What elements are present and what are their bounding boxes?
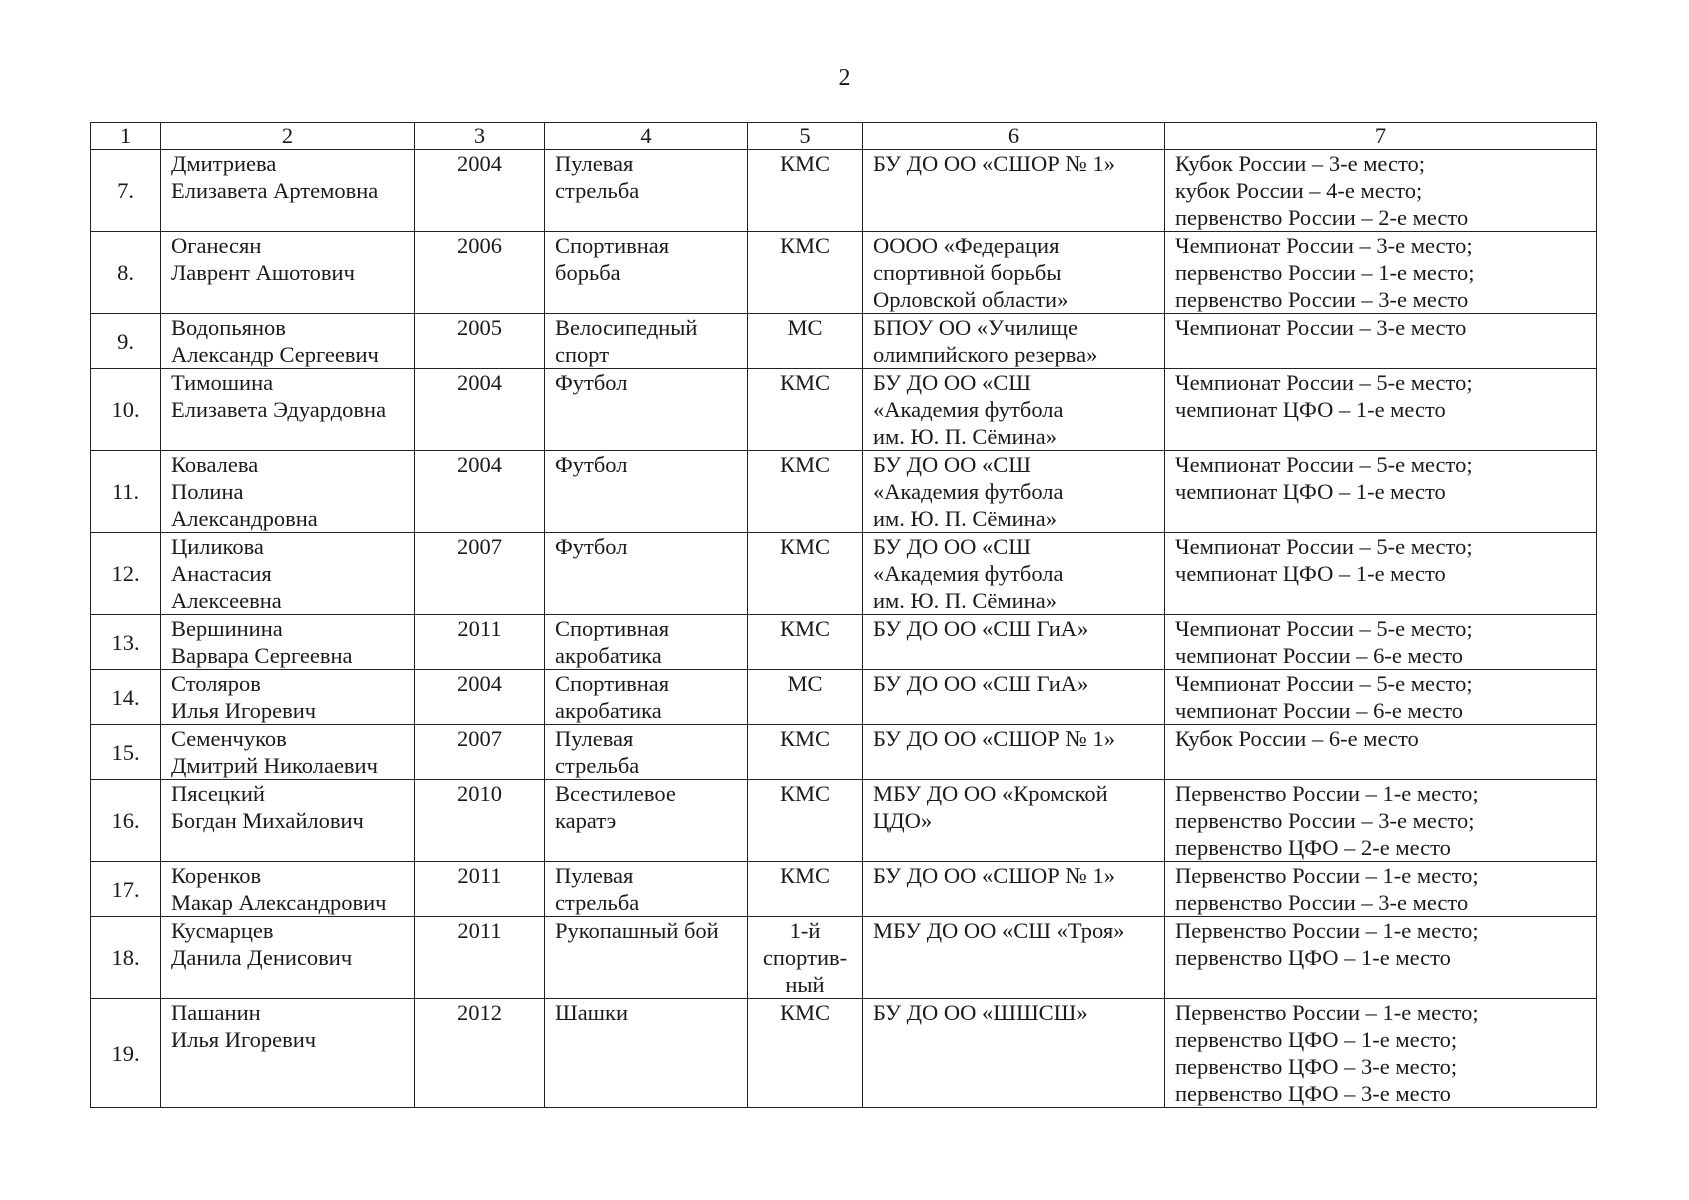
competition-results-line: первенство ЦФО – 2-е место [1175, 835, 1451, 860]
athlete-name-line: Елизавета Эдуардовна [171, 397, 387, 422]
athlete-name-cell [161, 369, 415, 451]
sport-discipline-line: стрельба [555, 753, 640, 778]
organization-cell [863, 999, 1165, 1108]
athlete-name-line: Алексеевна [171, 588, 282, 613]
organization-cell [863, 314, 1165, 369]
sport-rank-line: КМС [779, 1000, 831, 1025]
table-row [91, 150, 1597, 232]
birth-year-cell: 2005 [415, 314, 545, 369]
row-number-cell: 10. [91, 369, 161, 451]
organization-cell [863, 725, 1165, 780]
athlete-name-line: Водопьянов [171, 315, 286, 340]
organization-cell [863, 533, 1165, 615]
table-row [91, 533, 1597, 615]
column-header-5: 5 [748, 123, 863, 150]
competition-results-cell [1165, 725, 1597, 780]
row-number-cell: 8. [91, 232, 161, 314]
sport-discipline-line: Велосипедный [555, 315, 698, 340]
athlete-name-cell [161, 780, 415, 862]
sport-discipline-cell [545, 862, 748, 917]
table-row [91, 314, 1597, 369]
competition-results-line: Чемпионат России – 3-е место [1175, 315, 1467, 340]
organization-line: БУ ДО ОО «СШОР № 1» [873, 863, 1115, 888]
organization-line: спортивной борьбы [873, 260, 1062, 285]
table-row [91, 917, 1597, 999]
row-number-cell: 7. [91, 150, 161, 232]
row-number-cell: 13. [91, 615, 161, 670]
athlete-name-cell [161, 232, 415, 314]
row-number-cell: 12. [91, 533, 161, 615]
competition-results-cell [1165, 862, 1597, 917]
birth-year-cell: 2011 [415, 862, 545, 917]
athlete-name-cell [161, 725, 415, 780]
sport-discipline-cell [545, 150, 748, 232]
competition-results-line: первенство России – 3-е место [1175, 287, 1469, 312]
sport-rank-cell [748, 670, 863, 725]
competition-results-line: Чемпионат России – 5-е место; [1175, 671, 1473, 696]
athlete-name-line: Тимошина [171, 370, 274, 395]
competition-results-line: Чемпионат России – 5-е место; [1175, 452, 1473, 477]
organization-line: МБУ ДО ОО «СШ «Троя» [873, 918, 1125, 943]
sport-rank-cell [748, 451, 863, 533]
sport-rank-cell [748, 862, 863, 917]
sport-discipline-line: стрельба [555, 178, 640, 203]
competition-results-line: первенство ЦФО – 3-е место [1175, 1081, 1451, 1106]
competition-results-cell [1165, 615, 1597, 670]
sport-rank-line: 1-й [789, 918, 821, 943]
organization-line: олимпийского резерва» [873, 342, 1098, 367]
sport-rank-cell [748, 780, 863, 862]
table-row [91, 670, 1597, 725]
athlete-name-line: Кусмарцев [171, 918, 274, 943]
sport-discipline-line: Футбол [555, 452, 628, 477]
sport-discipline-line: Пулевая [555, 151, 634, 176]
competition-results-line: первенство России – 2-е место [1175, 205, 1469, 230]
organization-line: «Академия футбола [873, 397, 1064, 422]
sport-discipline-cell [545, 314, 748, 369]
competition-results-line: чемпионат ЦФО – 1-е место [1175, 561, 1446, 586]
athlete-name-line: Столяров [171, 671, 261, 696]
competition-results-line: Кубок России – 6-е место [1175, 726, 1419, 751]
organization-line: ЦДО» [873, 808, 933, 833]
organization-cell [863, 232, 1165, 314]
sport-rank-line: КМС [779, 370, 831, 395]
competition-results-line: Первенство России – 1-е место; [1175, 918, 1479, 943]
athletes-table [90, 122, 1597, 1108]
sport-discipline-line: Футбол [555, 370, 628, 395]
athlete-name-cell [161, 533, 415, 615]
sport-rank-cell [748, 533, 863, 615]
competition-results-line: Первенство России – 1-е место; [1175, 781, 1479, 806]
organization-line: им. Ю. П. Сёмина» [873, 506, 1057, 531]
organization-cell [863, 369, 1165, 451]
table-row [91, 232, 1597, 314]
athlete-name-cell [161, 150, 415, 232]
competition-results-line: Чемпионат России – 3-е место; [1175, 233, 1473, 258]
row-number-cell: 15. [91, 725, 161, 780]
sport-rank-line: КМС [779, 616, 831, 641]
sport-discipline-line: спорт [555, 342, 610, 367]
sport-rank-cell [748, 150, 863, 232]
competition-results-line: Чемпионат России – 5-е место; [1175, 616, 1473, 641]
sport-rank-line: МС [787, 671, 823, 696]
birth-year-cell: 2011 [415, 917, 545, 999]
birth-year-cell: 2007 [415, 725, 545, 780]
competition-results-line: первенство ЦФО – 1-е место; [1175, 1027, 1458, 1052]
competition-results-cell [1165, 369, 1597, 451]
athlete-name-line: Илья Игоревич [171, 698, 317, 723]
table-row [91, 725, 1597, 780]
organization-line: им. Ю. П. Сёмина» [873, 424, 1057, 449]
athlete-name-cell [161, 999, 415, 1108]
organization-line: БУ ДО ОО «СШ [873, 534, 1031, 559]
organization-line: БУ ДО ОО «СШ [873, 452, 1031, 477]
organization-cell [863, 670, 1165, 725]
header-row [91, 123, 1597, 150]
sport-rank-cell [748, 999, 863, 1108]
competition-results-line: чемпионат России – 6-е место [1175, 698, 1464, 723]
athlete-name-line: Александр Сергеевич [171, 342, 379, 367]
column-header-2: 2 [161, 123, 415, 150]
competition-results-cell [1165, 670, 1597, 725]
athlete-name-line: Циликова [171, 534, 264, 559]
athlete-name-line: Пашанин [171, 1000, 261, 1025]
athlete-name-line: Ковалева [171, 452, 259, 477]
organization-cell [863, 451, 1165, 533]
sport-discipline-cell [545, 533, 748, 615]
column-header-3: 3 [415, 123, 545, 150]
sport-rank-line: КМС [779, 863, 831, 888]
organization-cell [863, 615, 1165, 670]
organization-line: БУ ДО ОО «СШОР № 1» [873, 151, 1115, 176]
competition-results-cell [1165, 314, 1597, 369]
sport-rank-line: КМС [779, 726, 831, 751]
organization-cell [863, 862, 1165, 917]
competition-results-cell [1165, 150, 1597, 232]
row-number-cell: 19. [91, 999, 161, 1108]
sport-discipline-line: борьба [555, 260, 621, 285]
competition-results-cell [1165, 451, 1597, 533]
sport-discipline-cell [545, 780, 748, 862]
athlete-name-line: Лаврент Ашотович [171, 260, 355, 285]
birth-year-cell: 2010 [415, 780, 545, 862]
sport-discipline-line: акробатика [555, 643, 662, 668]
athlete-name-line: Полина [171, 479, 244, 504]
page-number: 2 [838, 65, 851, 91]
organization-cell [863, 150, 1165, 232]
sport-rank-line: МС [787, 315, 823, 340]
sport-discipline-cell [545, 725, 748, 780]
sport-discipline-line: Рукопашный бой [555, 918, 719, 943]
competition-results-cell [1165, 999, 1597, 1108]
organization-line: БПОУ ОО «Училище [873, 315, 1078, 340]
sport-rank-cell [748, 369, 863, 451]
athlete-name-line: Семенчуков [171, 726, 287, 751]
organization-line: БУ ДО ОО «СШ [873, 370, 1031, 395]
table-row [91, 780, 1597, 862]
athlete-name-line: Елизавета Артемовна [171, 178, 379, 203]
table-row [91, 999, 1597, 1108]
competition-results-line: первенство России – 3-е место; [1175, 808, 1475, 833]
sport-discipline-line: Пулевая [555, 726, 634, 751]
athlete-name-line: Оганесян [171, 233, 262, 258]
organization-line: БУ ДО ОО «ШШСШ» [873, 1000, 1088, 1025]
organization-line: Орловской области» [873, 287, 1069, 312]
sport-discipline-cell [545, 232, 748, 314]
organization-line: «Академия футбола [873, 561, 1064, 586]
competition-results-cell [1165, 232, 1597, 314]
organization-line: БУ ДО ОО «СШОР № 1» [873, 726, 1115, 751]
athlete-name-line: Пясецкий [171, 781, 265, 806]
birth-year-cell: 2004 [415, 670, 545, 725]
sport-discipline-line: Спортивная [555, 616, 670, 641]
sport-discipline-line: Шашки [555, 1000, 628, 1025]
athlete-name-line: Варвара Сергеевна [171, 643, 353, 668]
sport-rank-line: спортив- [762, 945, 848, 970]
sport-discipline-line: Футбол [555, 534, 628, 559]
sport-rank-line: КМС [779, 233, 831, 258]
athlete-name-line: Макар Александрович [171, 890, 387, 915]
competition-results-line: Чемпионат России – 5-е место; [1175, 534, 1473, 559]
sport-rank-line: КМС [779, 781, 831, 806]
sport-discipline-line: Всестилевое [555, 781, 676, 806]
organization-line: БУ ДО ОО «СШ ГиА» [873, 671, 1089, 696]
table-row [91, 862, 1597, 917]
birth-year-cell: 2006 [415, 232, 545, 314]
competition-results-line: Кубок России – 3-е место; [1175, 151, 1426, 176]
sport-rank-cell [748, 725, 863, 780]
athlete-name-line: Богдан Михайлович [171, 808, 364, 833]
row-number-cell: 16. [91, 780, 161, 862]
sport-rank-line: КМС [779, 452, 831, 477]
competition-results-cell [1165, 533, 1597, 615]
row-number-cell: 11. [91, 451, 161, 533]
athlete-name-line: Илья Игоревич [171, 1027, 317, 1052]
sport-discipline-cell [545, 451, 748, 533]
athlete-name-cell [161, 862, 415, 917]
athlete-name-cell [161, 615, 415, 670]
organization-cell [863, 780, 1165, 862]
competition-results-line: Первенство России – 1-е место; [1175, 1000, 1479, 1025]
table-row [91, 451, 1597, 533]
sport-rank-cell [748, 615, 863, 670]
column-header-4: 4 [545, 123, 748, 150]
competition-results-line: первенство России – 3-е место [1175, 890, 1469, 915]
athlete-name-cell [161, 314, 415, 369]
birth-year-cell: 2011 [415, 615, 545, 670]
competition-results-cell [1165, 917, 1597, 999]
sport-rank-cell [748, 314, 863, 369]
row-number-cell: 9. [91, 314, 161, 369]
organization-line: ОООО «Федерация [873, 233, 1060, 258]
athlete-name-cell [161, 451, 415, 533]
sport-rank-line: ный [785, 972, 825, 997]
sport-discipline-cell [545, 999, 748, 1108]
table-row [91, 615, 1597, 670]
sport-discipline-line: акробатика [555, 698, 662, 723]
athlete-name-line: Вершинина [171, 616, 283, 641]
birth-year-cell: 2007 [415, 533, 545, 615]
row-number-cell: 17. [91, 862, 161, 917]
sport-discipline-line: Спортивная [555, 671, 670, 696]
sport-discipline-cell [545, 369, 748, 451]
sport-discipline-cell [545, 615, 748, 670]
sport-rank-cell [748, 232, 863, 314]
table-body [91, 150, 1597, 1108]
competition-results-line: первенство ЦФО – 3-е место; [1175, 1054, 1458, 1079]
birth-year-cell: 2004 [415, 451, 545, 533]
competition-results-line: чемпионат ЦФО – 1-е место [1175, 479, 1446, 504]
athlete-name-line: Александровна [171, 506, 318, 531]
birth-year-cell: 2004 [415, 369, 545, 451]
competition-results-line: Первенство России – 1-е место; [1175, 863, 1479, 888]
athlete-name-cell [161, 670, 415, 725]
organization-cell [863, 917, 1165, 999]
athlete-name-line: Коренков [171, 863, 262, 888]
sport-discipline-cell [545, 670, 748, 725]
sport-rank-cell [748, 917, 863, 999]
athlete-name-cell [161, 917, 415, 999]
column-header-1: 1 [91, 123, 161, 150]
sport-discipline-line: Спортивная [555, 233, 670, 258]
athlete-name-line: Анастасия [171, 561, 272, 586]
table-row [91, 369, 1597, 451]
sport-discipline-line: Пулевая [555, 863, 634, 888]
competition-results-line: Чемпионат России – 5-е место; [1175, 370, 1473, 395]
athlete-name-line: Дмитриева [171, 151, 277, 176]
row-number-cell: 18. [91, 917, 161, 999]
athlete-name-line: Данила Денисович [171, 945, 353, 970]
organization-line: МБУ ДО ОО «Кромской [873, 781, 1108, 806]
organization-line: им. Ю. П. Сёмина» [873, 588, 1057, 613]
sport-discipline-cell [545, 917, 748, 999]
column-header-6: 6 [863, 123, 1165, 150]
column-header-7: 7 [1165, 123, 1597, 150]
sport-rank-line: КМС [779, 151, 831, 176]
row-number-cell: 14. [91, 670, 161, 725]
birth-year-cell: 2012 [415, 999, 545, 1108]
sport-discipline-line: стрельба [555, 890, 640, 915]
organization-line: «Академия футбола [873, 479, 1064, 504]
birth-year-cell: 2004 [415, 150, 545, 232]
competition-results-cell [1165, 780, 1597, 862]
competition-results-line: чемпионат России – 6-е место [1175, 643, 1464, 668]
athlete-name-line: Дмитрий Николаевич [171, 753, 378, 778]
sport-discipline-line: каратэ [555, 808, 617, 833]
competition-results-line: чемпионат ЦФО – 1-е место [1175, 397, 1446, 422]
organization-line: БУ ДО ОО «СШ ГиА» [873, 616, 1089, 641]
competition-results-line: первенство России – 1-е место; [1175, 260, 1475, 285]
sport-rank-line: КМС [779, 534, 831, 559]
competition-results-line: первенство ЦФО – 1-е место [1175, 945, 1451, 970]
competition-results-line: кубок России – 4-е место; [1175, 178, 1423, 203]
